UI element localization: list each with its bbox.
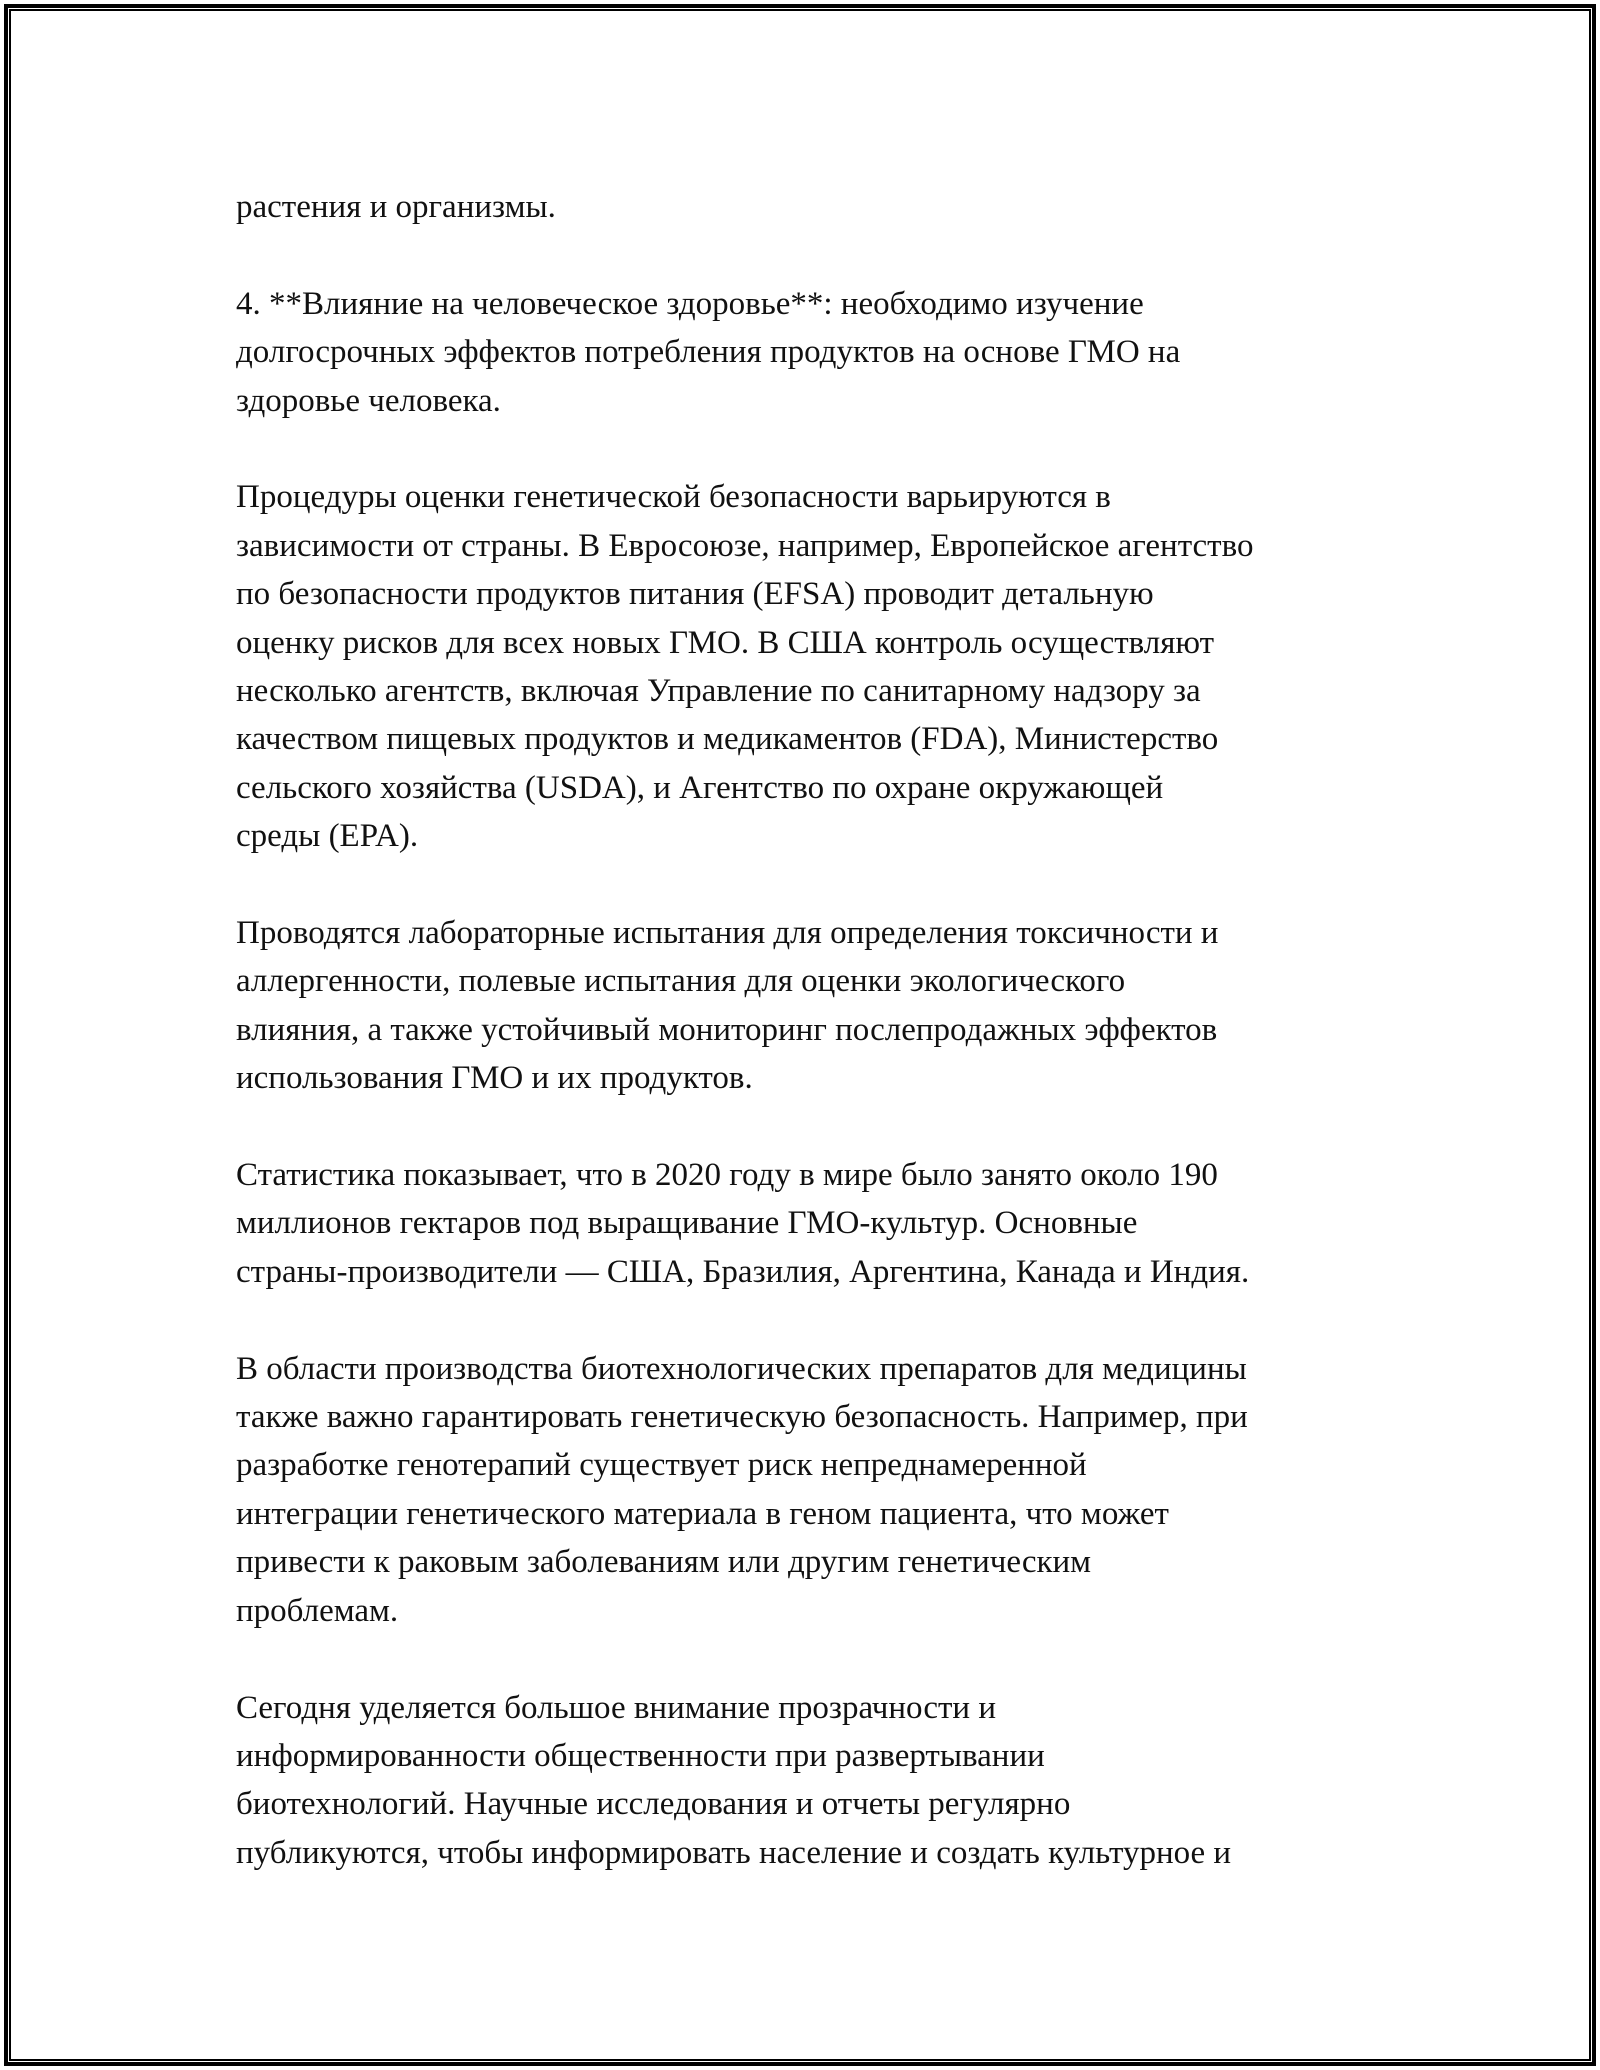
text-line: оценку рисков для всех новых ГМО. В США контроль осуществляют bbox=[236, 624, 1215, 661]
text-line: проблемам. bbox=[236, 1592, 399, 1629]
paragraph bbox=[236, 1345, 1386, 1635]
text-line: здоровье человека. bbox=[236, 382, 501, 419]
paragraph bbox=[236, 183, 1386, 231]
text-line: по безопасности продуктов питания (EFSA) проводит детальную bbox=[236, 576, 1154, 613]
text-line: влияния, а также устойчивый мониторинг послепродажных эффектов bbox=[236, 1011, 1218, 1048]
text-line: среды (EPA). bbox=[236, 818, 419, 855]
text-line: В области производства биотехнологических препаратов для медицины bbox=[236, 1350, 1247, 1387]
text-line: растения и организмы. bbox=[236, 189, 556, 225]
text-line: Процедуры оценки генетической безопасности варьируются в bbox=[236, 479, 1111, 516]
text-line: интеграции генетического материала в геном пациента, что может bbox=[236, 1495, 1169, 1532]
text-line: Сегодня уделяется большое внимание прозрачности и bbox=[236, 1689, 996, 1726]
text-line: Статистика показывает, что в 2020 году в мире было занято около 190 bbox=[236, 1157, 1218, 1194]
text-line: зависимости от страны. В Евросоюзе, например, Европейское агентство bbox=[236, 527, 1254, 564]
document-body bbox=[236, 183, 1386, 1877]
text-line: 4. **Влияние на человеческое здоровье**: необходимо изучение bbox=[236, 285, 1144, 322]
text-line: Проводятся лабораторные испытания для определения токсичности и bbox=[236, 915, 1219, 952]
paragraph bbox=[236, 280, 1386, 425]
text-line: разработке генотерапий существует риск непреднамеренной bbox=[236, 1447, 1087, 1484]
text-line: сельского хозяйства (USDA), и Агентство по охране окружающей bbox=[236, 769, 1164, 806]
paragraph bbox=[236, 909, 1386, 1103]
text-line: несколько агентств, включая Управление по санитарному надзору за bbox=[236, 673, 1201, 710]
text-line: публикуются, чтобы информировать население и создать культурное и bbox=[236, 1834, 1232, 1871]
text-line: долгосрочных эффектов потребления продуктов на основе ГМО на bbox=[236, 334, 1181, 371]
text-line: качеством пищевых продуктов и медикаментов (FDA), Министерство bbox=[236, 721, 1219, 758]
paragraph bbox=[236, 1684, 1386, 1878]
text-line: аллергенности, полевые испытания для оценки экологического bbox=[236, 963, 1126, 1000]
paragraph bbox=[236, 1151, 1386, 1296]
paragraph bbox=[236, 473, 1386, 860]
text-line: привести к раковым заболеваниям или другим генетическим bbox=[236, 1544, 1092, 1581]
text-line: также важно гарантировать генетическую безопасность. Например, при bbox=[236, 1399, 1248, 1436]
text-line: страны-производители — США, Бразилия, Аргентина, Канада и Индия. bbox=[236, 1253, 1250, 1290]
text-line: информированности общественности при развертывании bbox=[236, 1737, 1045, 1774]
text-line: использования ГМО и их продуктов. bbox=[236, 1060, 753, 1097]
text-line: миллионов гектаров под выращивание ГМО-культур. Основные bbox=[236, 1205, 1138, 1242]
text-line: биотехнологий. Научные исследования и отчеты регулярно bbox=[236, 1786, 1071, 1823]
